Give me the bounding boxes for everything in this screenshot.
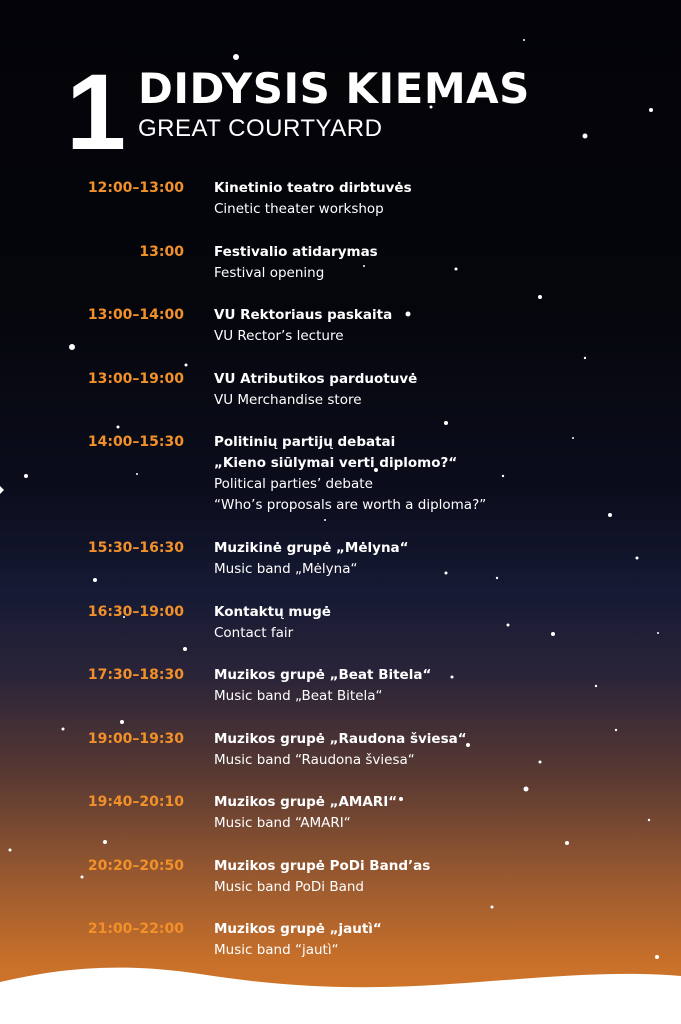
schedule-item bbox=[0, 366, 681, 430]
event-title-en: Music band „Beat Bitela“ bbox=[214, 688, 383, 704]
event-time: 14:00–15:30 bbox=[87, 434, 184, 450]
event-title-lt-line2: „Kieno siūlymai verti diplomo?“ bbox=[214, 455, 458, 471]
event-title-lt: Muzikos grupė „jautì“ bbox=[214, 921, 382, 937]
event-title-en: VU Rector’s lecture bbox=[214, 328, 344, 344]
event-title-en: Political parties’ debate bbox=[214, 476, 373, 492]
event-title-en: VU Merchandise store bbox=[214, 391, 362, 408]
schedule-item bbox=[0, 599, 681, 663]
event-title-lt: VU Atributikos parduotuvė bbox=[214, 370, 418, 387]
event-title-lt: Politinių partijų debatai bbox=[214, 434, 396, 450]
schedule-item bbox=[0, 429, 681, 535]
event-title-lt: VU Rektoriaus paskaita bbox=[214, 307, 393, 323]
schedule-item bbox=[0, 726, 681, 790]
event-title-lt: Muzikos grupė „Beat Bitela“ bbox=[214, 667, 432, 683]
schedule-item bbox=[0, 662, 681, 726]
event-time: 17:30–18:30 bbox=[87, 667, 184, 683]
venue-title-lt: DIDYSIS KIEMAS bbox=[138, 64, 530, 113]
event-title-lt: Kontaktų mugė bbox=[214, 603, 331, 620]
event-time: 13:00–14:00 bbox=[87, 307, 184, 323]
event-time: 19:00–19:30 bbox=[87, 730, 184, 747]
event-title-en: Music band „Mėlyna“ bbox=[214, 561, 358, 577]
event-time: 12:00–13:00 bbox=[87, 180, 184, 196]
event-time: 15:30–16:30 bbox=[87, 540, 184, 556]
event-time: 21:00–22:00 bbox=[87, 921, 184, 937]
schedule-item bbox=[0, 175, 681, 239]
event-title-en: Music band “jautì“ bbox=[214, 942, 339, 958]
event-title-lt: Muzikos grupė PoDi Band’as bbox=[214, 857, 431, 874]
event-title-en-line2: “Who’s proposals are worth a diploma?” bbox=[214, 497, 487, 513]
event-title-en: Music band PoDi Band bbox=[214, 878, 364, 895]
event-title-lt: Muzikos grupė „Raudona šviesa“ bbox=[214, 730, 467, 747]
venue-number: 1 bbox=[66, 51, 125, 172]
event-time: 20:20–20:50 bbox=[87, 857, 184, 874]
event-time: 13:00 bbox=[139, 243, 184, 260]
event-title-en: Music band “Raudona šviesa“ bbox=[214, 751, 415, 768]
event-title-lt: Kinetinio teatro dirbtuvės bbox=[214, 180, 412, 196]
event-title-lt: Festivalio atidarymas bbox=[214, 243, 378, 260]
event-title-en: Music band “AMARI“ bbox=[214, 815, 351, 831]
event-time: 16:30–19:00 bbox=[87, 603, 184, 620]
event-time: 13:00–19:00 bbox=[87, 370, 184, 387]
event-title-en: Cinetic theater workshop bbox=[214, 201, 384, 217]
schedule-item bbox=[0, 535, 681, 599]
schedule-list bbox=[0, 175, 681, 980]
bottom-dune-wave bbox=[0, 960, 681, 1024]
event-title-lt: Muzikinė grupė „Mėlyna“ bbox=[214, 540, 409, 556]
schedule-item bbox=[0, 789, 681, 853]
venue-title-en: GREAT COURTYARD bbox=[138, 115, 383, 142]
event-title-en: Contact fair bbox=[214, 624, 294, 641]
event-time: 19:40–20:10 bbox=[87, 794, 184, 810]
schedule-item bbox=[0, 853, 681, 917]
event-title-en: Festival opening bbox=[214, 264, 325, 281]
event-title-lt: Muzikos grupė „AMARI“ bbox=[214, 794, 398, 810]
schedule-item bbox=[0, 302, 681, 366]
schedule-item bbox=[0, 239, 681, 303]
